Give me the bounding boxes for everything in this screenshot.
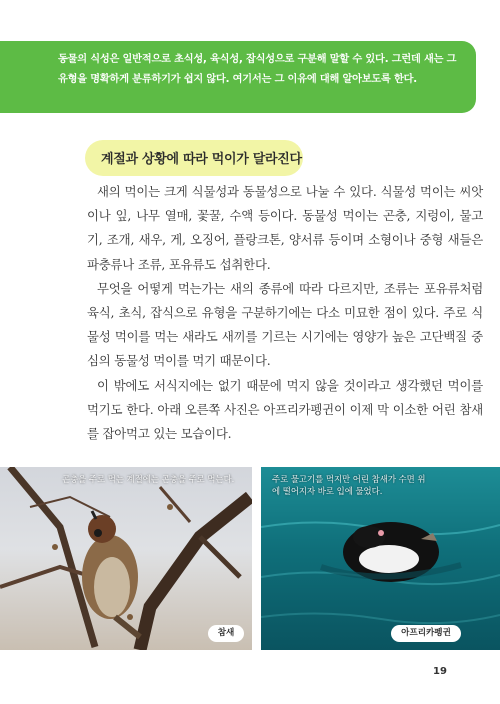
sparrow-photo	[0, 467, 252, 650]
body-text	[87, 180, 483, 446]
penguin-caption: 주로 물고기를 먹지만 어린 참새가 수면 위에 떨어지자 바로 입에 물었다.	[272, 474, 426, 496]
sparrow-label: 참새	[208, 625, 244, 642]
section-heading: 계절과 상황에 따라 먹이가 달라진다	[101, 152, 302, 167]
sparrow-caption: 곤충을 주로 먹는 계절에는 곤충을 주로 먹는다.	[62, 474, 235, 484]
paragraph-3: 이 밖에도 서식지에는 없기 때문에 먹지 않을 것이라고 생각했던 먹이를 먹기도 한다. 아래 오른쪽 사진은 아프리카펭귄이 이제 막 이소한 어린 참새를 잡아먹고 있는 모습이다.	[87, 377, 483, 442]
paragraph-1: 새의 먹이는 크게 식물성과 동물성으로 나눌 수 있다. 식물성 먹이는 씨앗이나 잎, 나무 열매, 꽃꿀, 수액 등이다. 동물성 먹이는 곤충, 지렁이, 물고기, 조개, 새우, 게, 오징어, 플랑크톤, 양서류 등이며 소형이나 중형 새들은 파충류나 조류, 포유류도 섭취한다.	[87, 184, 483, 272]
penguin-label: 아프리카펭귄	[391, 625, 461, 642]
intro-text: 동물의 식성은 일반적으로 초식성, 육식성, 잡식성으로 구분해 말할 수 있다. 그런데 새는 그 유형을 명확하게 분류하기가 쉽지 않다. 여기서는 그 이유에 대해 알아보도록 한다.	[58, 54, 457, 85]
page-number: 19	[433, 666, 447, 677]
paragraph-2: 무엇을 어떻게 먹는가는 새의 종류에 따라 다르지만, 조류는 포유류처럼 육식, 초식, 잡식으로 유형을 구분하기에는 다소 미묘한 점이 있다. 주로 식물성 먹이를 먹는 새라도 새끼를 기르는 시기에는 영양가 높은 고단백질 중심의 동물성 먹이를 먹기 때문이다.	[87, 280, 483, 369]
